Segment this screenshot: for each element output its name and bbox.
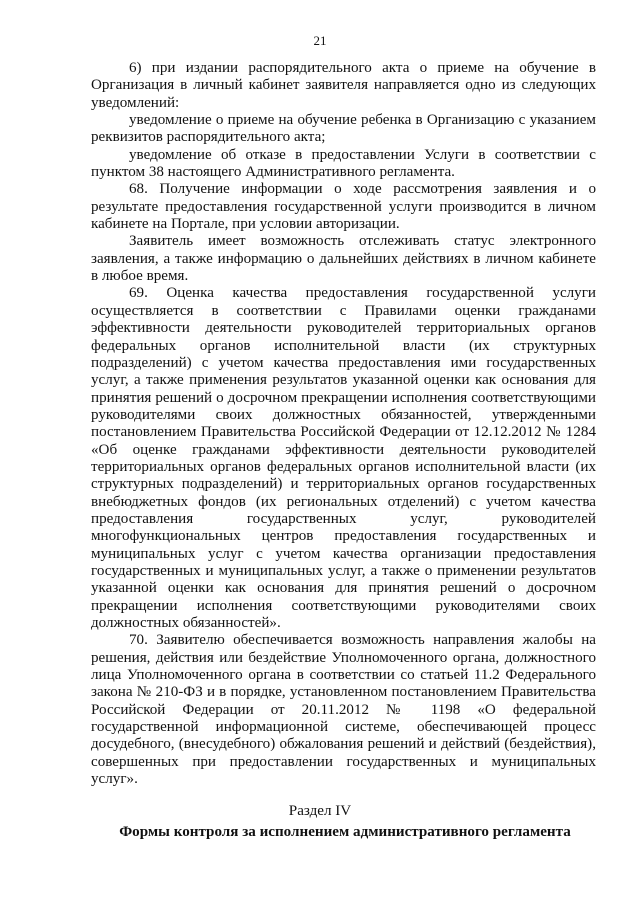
section-heading: Раздел IV (288, 803, 352, 819)
section-title: Формы контроля за исполнением административного регламента (119, 824, 571, 840)
body-text (91, 60, 596, 788)
paragraph-70: 70. Заявителю обеспечивается возможность направления жалобы на решения, действия или бездействие Уполномоченного органа, должностного лица Уполномоченного органа в соответствии со статьей 11.2 Федерального закона № 210-ФЗ и в порядке, установленном постановлением Правительства Российской Федерации от 20.11.2012 № 1198 «О федеральной государственной информационной системе, обеспечивающей процесс досудебного, (внесудебного) обжалования решений и действий (бездействия), совершенных при предоставлении государственных и муниципальных услуг». (91, 632, 596, 788)
page-number: 21 (313, 33, 327, 48)
paragraph-item-6: 6) при издании распорядительного акта о приеме на обучение в Организация в личный кабинет заявителя направляется одно из следующих уведомлений: (91, 60, 596, 111)
paragraph-notice-admission: уведомление о приеме на обучение ребенка в Организацию с указанием реквизитов распорядительного акта; (91, 112, 596, 146)
paragraph-68: 68. Получение информации о ходе рассмотрения заявления и о результате предоставления государственной услуги производится в личном кабинете на Портале, при условии авторизации. (91, 181, 596, 233)
paragraph-69: 69. Оценка качества предоставления государственной услуги осуществляется в соответствии с Правилами оценки гражданами эффективности деятельности руководителей территориальных органов федеральных органов исполнительной власти (их структурных подразделений) с учетом качества предоставления ими государственных услуг, а также применения результатов указанной оценки как основания для принятия решений о досрочном прекращении исполнения соответствующими руководителями своих должностных обязанностей, утвержденными постановлением Правительства Российской Федерации от 12.12.2012 № 1284 «Об оценке гражданами эффективности деятельности руководителей территориальных органов федеральных органов исполнительной власти (их структурных подразделений) и территориальных органов государственных внебюджетных фондов (их региональных отделений) с учетом качества предоставления государственных услуг, руководителей многофункциональных центров предоставления государственных и муниципальных услуг с учетом качества организации предоставления государственных и муниципальных услуг, а также о применении результатов указанной оценки как основания для принятия решений о досрочном прекращении исполнения соответствующими руководителями своих должностных обязанностей». (91, 285, 596, 631)
paragraph-notice-refusal: уведомление об отказе в предоставлении Услуги в соответствии с пунктом 38 настоящего Административного регламента. (91, 146, 596, 181)
paragraph-applicant-tracking: Заявитель имеет возможность отслеживать статус электронного заявления, а также информацию о дальнейших действиях в личном кабинете в любое время. (91, 233, 596, 285)
